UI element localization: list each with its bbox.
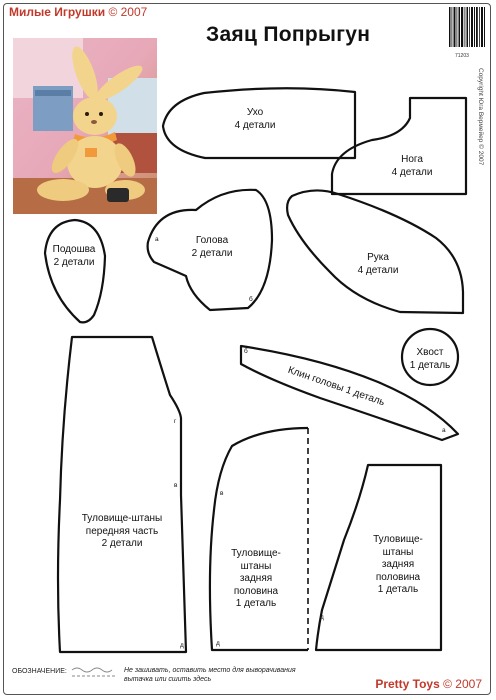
copyright-text: Copyright Юга Вермейер © 2007 — [477, 68, 484, 166]
brand-logo-bottom — [375, 677, 482, 691]
mark-d-back-right: д — [320, 614, 324, 621]
body-front-label: Туловище-штаны передняя часть 2 детали — [81, 513, 163, 549]
mark-d-front: д — [180, 642, 184, 649]
body-back-right-label: Туловище- штаны задняя половина 1 деталь — [373, 534, 423, 595]
stitch-wave-icon — [70, 666, 120, 680]
sole-outline — [45, 220, 105, 322]
brand-year: © 2007 — [108, 5, 148, 19]
body-back-left-outline — [210, 428, 308, 650]
mark-v-front: в — [174, 482, 178, 489]
foot-label: Нога 4 детали — [391, 154, 433, 178]
footer-brand-name: Pretty Toys — [375, 677, 440, 691]
page-title: Заяц Попрыгун — [206, 23, 371, 46]
legend-text: Не зашивать, оставить место для выворачивания вытачка или сшить здесь — [124, 667, 296, 683]
arm-label: Рука 4 детали — [357, 252, 399, 276]
foot-outline — [332, 98, 466, 194]
mark-g-front: г — [174, 418, 177, 425]
head-gusset-label: Клин головы 1 деталь — [286, 364, 387, 409]
head-label: Голова 2 детали — [191, 235, 233, 259]
mark-a-gusset: а — [442, 427, 446, 434]
mark-v-back-left: в — [220, 490, 224, 497]
mark-d-back-left: д — [216, 640, 220, 647]
ear-label: Ухо 4 детали — [234, 107, 276, 131]
barcode-number: 71203 — [455, 53, 469, 59]
mark-b-gusset: б — [244, 348, 248, 355]
mark-a-head: а — [155, 236, 159, 243]
body-back-left-label: Туловище- штаны задняя половина 1 деталь — [231, 548, 281, 609]
brand-name: Милые Игрушки — [9, 5, 106, 19]
footer-brand-year: © 2007 — [443, 677, 482, 691]
body-front-outline — [58, 337, 186, 652]
sole-label: Подошва 2 детали — [52, 244, 96, 268]
tail-label: Хвост 1 деталь — [409, 347, 451, 371]
mark-b-head: б — [249, 296, 253, 303]
legend-label: ОБОЗНАЧЕНИЕ: — [12, 668, 67, 675]
